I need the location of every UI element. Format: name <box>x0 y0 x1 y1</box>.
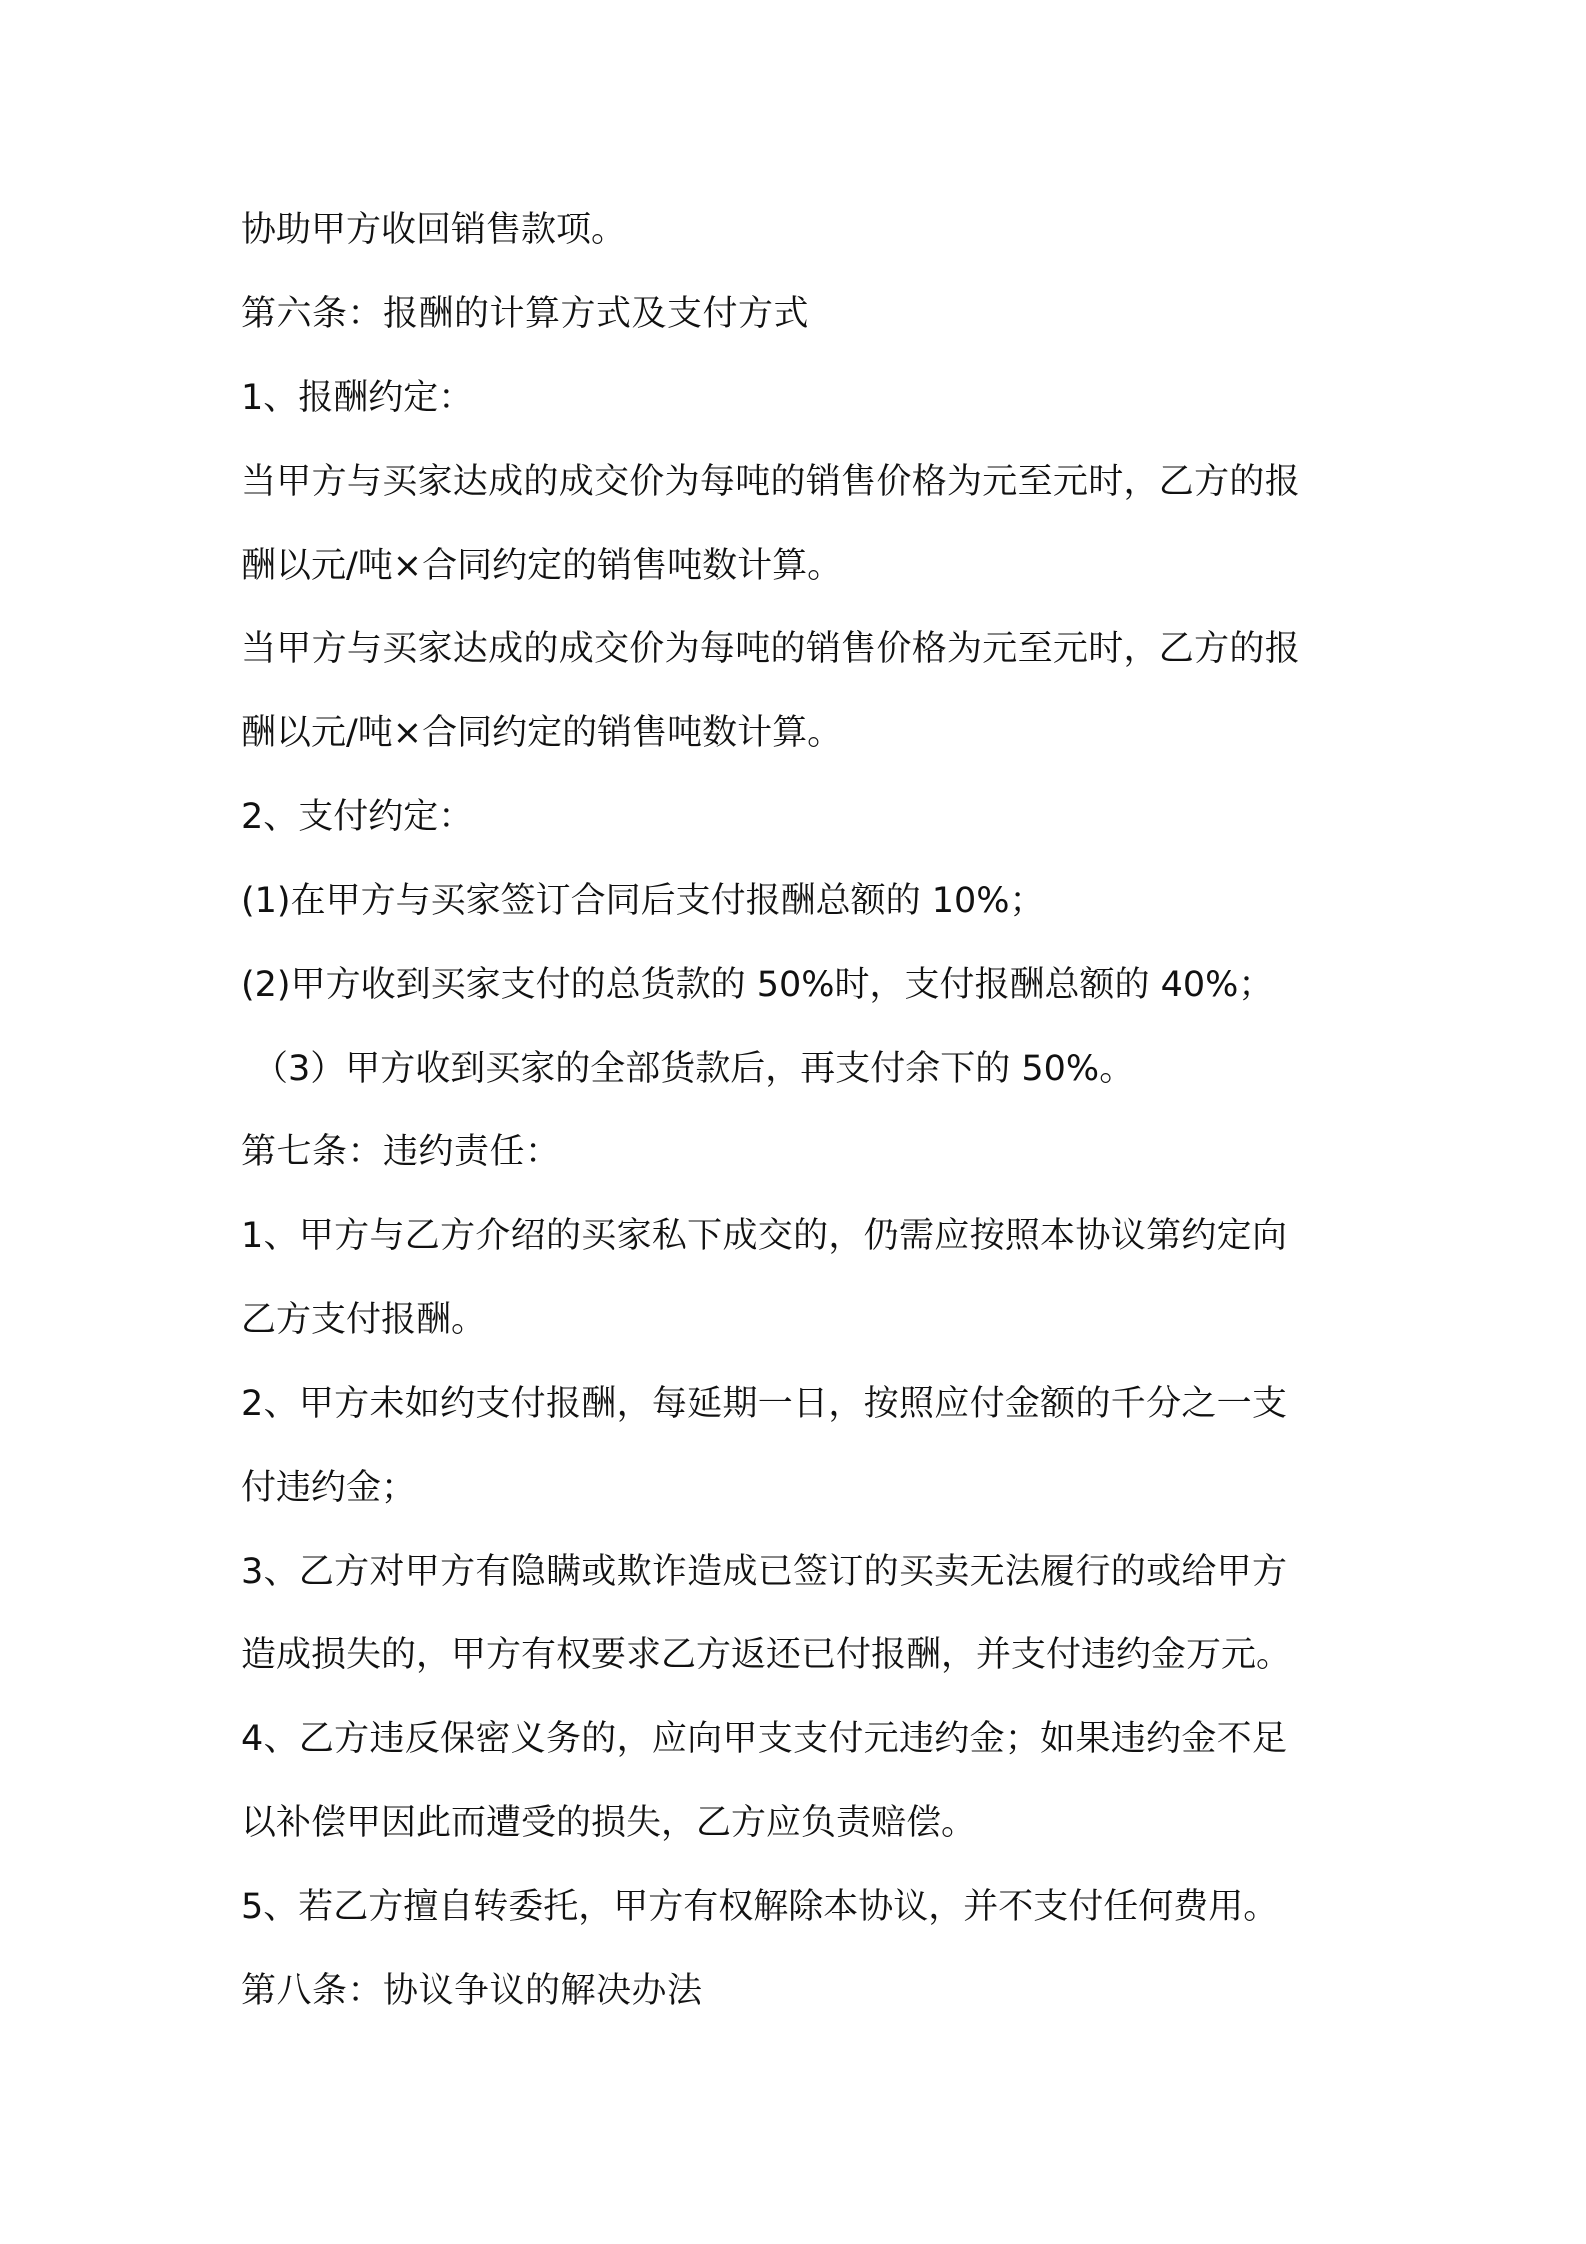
text-line: 2、甲方未如约支付报酬，每延期一日，按照应付金额的千分之一支 <box>241 1384 1288 1424</box>
text-line: 当甲方与买家达成的成交价为每吨的销售价格为元至元时，乙方的报 <box>241 462 1301 502</box>
section-heading: 第七条：违约责任： <box>241 1132 561 1172</box>
text-line: 酬以元/吨×合同约定的销售吨数计算。 <box>241 546 843 586</box>
text-line: 当甲方与买家达成的成交价为每吨的销售价格为元至元时，乙方的报 <box>241 629 1301 669</box>
section-heading: 第六条：报酬的计算方式及支付方式 <box>241 294 810 334</box>
text-line: 以补偿甲因此而遭受的损失，乙方应负责赔偿。 <box>241 1803 977 1843</box>
text-line: 1、报酬约定： <box>241 378 474 418</box>
text-line: (2)甲方收到买家支付的总货款的 50%时，支付报酬总额的 40%； <box>241 965 1274 1005</box>
text-line: 4、乙方违反保密义务的，应向甲支支付元违约金；如果违约金不足 <box>241 1719 1288 1759</box>
text-line: 酬以元/吨×合同约定的销售吨数计算。 <box>241 713 843 753</box>
text-line: (1)在甲方与买家签订合同后支付报酬总额的 10%； <box>241 881 1045 921</box>
text-line: 乙方支付报酬。 <box>241 1300 487 1340</box>
text-line: （3）甲方收到买家的全部货款后，再支付余下的 50%。 <box>253 1049 1135 1089</box>
text-line: 5、若乙方擅自转委托，甲方有权解除本协议，并不支付任何费用。 <box>241 1887 1279 1927</box>
text-line: 3、乙方对甲方有隐瞒或欺诈造成已签订的买卖无法履行的或给甲方 <box>241 1552 1288 1592</box>
section-heading: 第八条：协议争议的解决办法 <box>241 1971 703 2011</box>
text-line: 2、支付约定： <box>241 797 474 837</box>
text-line: 造成损失的，甲方有权要求乙方返还已付报酬，并支付违约金万元。 <box>241 1635 1292 1675</box>
text-line: 协助甲方收回销售款项。 <box>241 210 627 250</box>
text-line: 付违约金； <box>241 1468 417 1508</box>
text-line: 1、甲方与乙方介绍的买家私下成交的，仍需应按照本协议第约定向 <box>241 1216 1288 1256</box>
